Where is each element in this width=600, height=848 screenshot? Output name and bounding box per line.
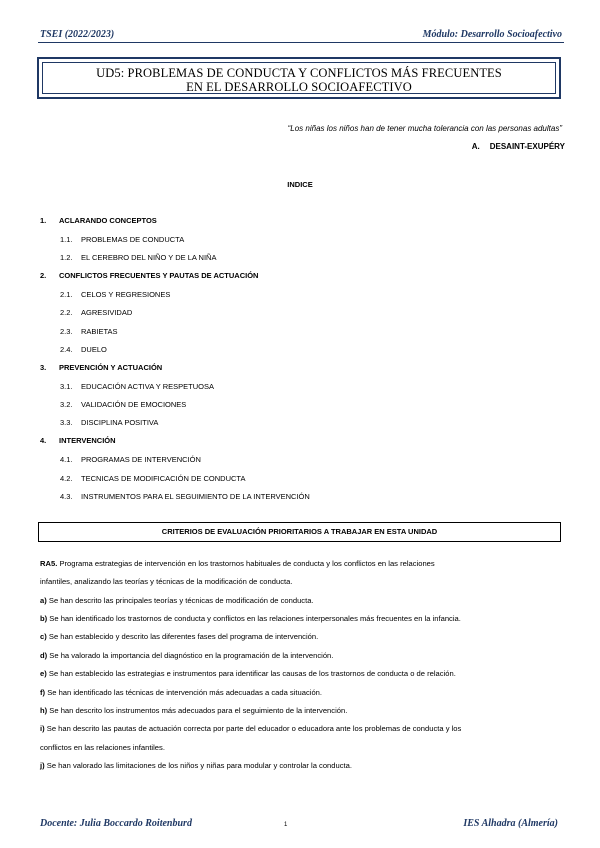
toc-number: 2.1.: [60, 290, 73, 299]
toc-label: TECNICAS DE MODIFICACIÓN DE CONDUCTA: [81, 474, 246, 483]
toc-item: [60, 290, 170, 299]
criterion-item-continuation: conflictos en las relaciones infantiles.: [40, 743, 165, 752]
criterion-text: Se han identificado las técnicas de intervención más adecuadas a cada situación.: [47, 688, 323, 697]
toc-label: DUELO: [81, 345, 107, 354]
criterion-item: [40, 614, 461, 623]
toc-number: 2.4.: [60, 345, 73, 354]
criterion-text: Se han descrito las principales teorías y técnicas de modificación de conducta.: [48, 596, 314, 605]
toc-label: ACLARANDO CONCEPTOS: [59, 216, 157, 225]
toc-number: 4.3.: [60, 492, 73, 501]
toc-item: [60, 474, 245, 483]
toc-item: [40, 271, 258, 280]
toc-label: INTERVENCIÓN: [59, 436, 116, 445]
author-mark: A.: [471, 142, 480, 151]
criterion-text: Se ha valorado la importancia del diagnóstico en la programación de la intervención.: [49, 651, 334, 660]
criterion-item: [40, 706, 347, 715]
footer-teacher: Docente: Julia Boccardo Roitenburd: [40, 818, 192, 829]
toc-item: [60, 308, 132, 317]
toc-number: 4.: [40, 436, 47, 445]
ra-line-1: [40, 559, 435, 568]
quote-author: [472, 142, 565, 151]
toc-item: [60, 253, 216, 262]
toc-number: 2.2.: [60, 308, 73, 317]
title-box: [37, 57, 561, 99]
criterion-text: Se han establecido y descrito las diferentes fases del programa de intervención.: [48, 632, 319, 641]
criterion-text: Se han descrito los instrumentos más adecuados para el seguimiento de la intervención.: [49, 706, 348, 715]
toc-item: [60, 418, 158, 427]
toc-item: [40, 216, 157, 225]
criterion-text: Se han identificado los trastornos de conducta y conflictos en las relaciones interpersonales más frecuentes en la infancia.: [49, 614, 461, 623]
criterion-tag: h): [40, 706, 48, 715]
toc-label: CELOS Y REGRESIONES: [81, 290, 171, 299]
toc-item: [60, 455, 201, 464]
toc-item: [40, 363, 162, 372]
toc-label: PROBLEMAS DE CONDUCTA: [81, 235, 185, 244]
criterion-item: [40, 669, 456, 678]
title-line-2: EN EL DESARROLLO SOCIOAFECTIVO: [186, 80, 412, 94]
toc-number: 1.: [40, 216, 47, 225]
criterion-text: Se han valorado las limitaciones de los niños y niñas para modular y controlar la conducta.: [46, 761, 352, 770]
index-title: INDICE: [287, 180, 313, 189]
toc-number: 3.2.: [60, 400, 73, 409]
criterion-text: Se han descrito las pautas de actuación correcta por parte del educador o educadora ante los problemas de conducta y los: [46, 724, 462, 733]
toc-label: AGRESIVIDAD: [81, 308, 133, 317]
toc-number: 3.1.: [60, 382, 73, 391]
toc-number: 4.2.: [60, 474, 73, 483]
toc-number: 2.: [40, 271, 47, 280]
toc-label: PREVENCIÓN Y ACTUACIÓN: [59, 363, 163, 372]
toc-item: [60, 382, 214, 391]
toc-number: 4.1.: [60, 455, 73, 464]
toc-number: 1.1.: [60, 235, 73, 244]
criterion-tag: f): [40, 688, 46, 697]
criterion-tag: c): [40, 632, 47, 641]
title-line-1: UD5: PROBLEMAS DE CONDUCTA Y CONFLICTOS MÁS FRECUENTES: [96, 66, 502, 80]
toc-item: [60, 400, 186, 409]
page-number: 1: [284, 822, 288, 828]
toc-label: EDUCACIÓN ACTIVA Y RESPETUOSA: [81, 382, 214, 391]
criterion-tag: a): [40, 596, 47, 605]
criterion-tag: b): [40, 614, 48, 623]
criterion-item: [40, 632, 318, 641]
toc-item: [60, 345, 107, 354]
toc-label: RABIETAS: [81, 327, 118, 336]
criteria-title: CRITERIOS DE EVALUACIÓN PRIORITARIOS A TRABAJAR EN ESTA UNIDAD: [38, 522, 561, 542]
toc-label: DISCIPLINA POSITIVA: [81, 418, 159, 427]
toc-number: 1.2.: [60, 253, 73, 262]
ra-tag: RA5.: [40, 559, 58, 568]
footer-school: IES Alhadra (Almería): [463, 818, 558, 829]
criterion-tag: e): [40, 669, 47, 678]
ra-text-1: Programa estrategias de intervención en los trastornos habituales de conducta y los conflictos en las relaciones: [59, 559, 435, 568]
toc-label: EL CEREBRO DEL NIÑO Y DE LA NIÑA: [81, 253, 217, 262]
criterion-item: [40, 688, 322, 697]
author-name: DESAINT-EXUPÉRY: [489, 142, 565, 151]
toc-label: CONFLICTOS FRECUENTES Y PAUTAS DE ACTUACIÓN: [59, 271, 259, 280]
criterion-item: [40, 651, 333, 660]
toc-item: [60, 492, 310, 501]
criterion-item: [40, 724, 461, 733]
quote-text: “Los niñas los niños han de tener mucha tolerancia con las personas adultas”: [287, 124, 562, 133]
toc-number: 3.: [40, 363, 47, 372]
ra-line-2: infantiles, analizando las teorías y técnicas de la modificación de conducta.: [40, 577, 293, 586]
criterion-item: [40, 761, 352, 770]
criterion-item: [40, 596, 314, 605]
toc-label: INSTRUMENTOS PARA EL SEGUIMIENTO DE LA INTERVENCIÓN: [81, 492, 310, 501]
toc-number: 3.3.: [60, 418, 73, 427]
header-course: TSEI (2022/2023): [40, 29, 115, 40]
criterion-tag: d): [40, 651, 48, 660]
toc-label: PROGRAMAS DE INTERVENCIÓN: [81, 455, 201, 464]
header-module: Módulo: Desarrollo Socioafectivo: [422, 29, 562, 40]
criterion-tag: i): [40, 724, 45, 733]
toc-item: [40, 436, 116, 445]
toc-item: [60, 235, 184, 244]
criterion-text: Se han establecido las estrategias e instrumentos para identificar las causas de los trastornos de conducta o de relación.: [48, 669, 456, 678]
criterion-tag: j): [40, 761, 45, 770]
toc-number: 2.3.: [60, 327, 73, 336]
header-divider: [38, 42, 564, 43]
toc-label: VALIDACIÓN DE EMOCIONES: [81, 400, 187, 409]
toc-item: [60, 327, 118, 336]
